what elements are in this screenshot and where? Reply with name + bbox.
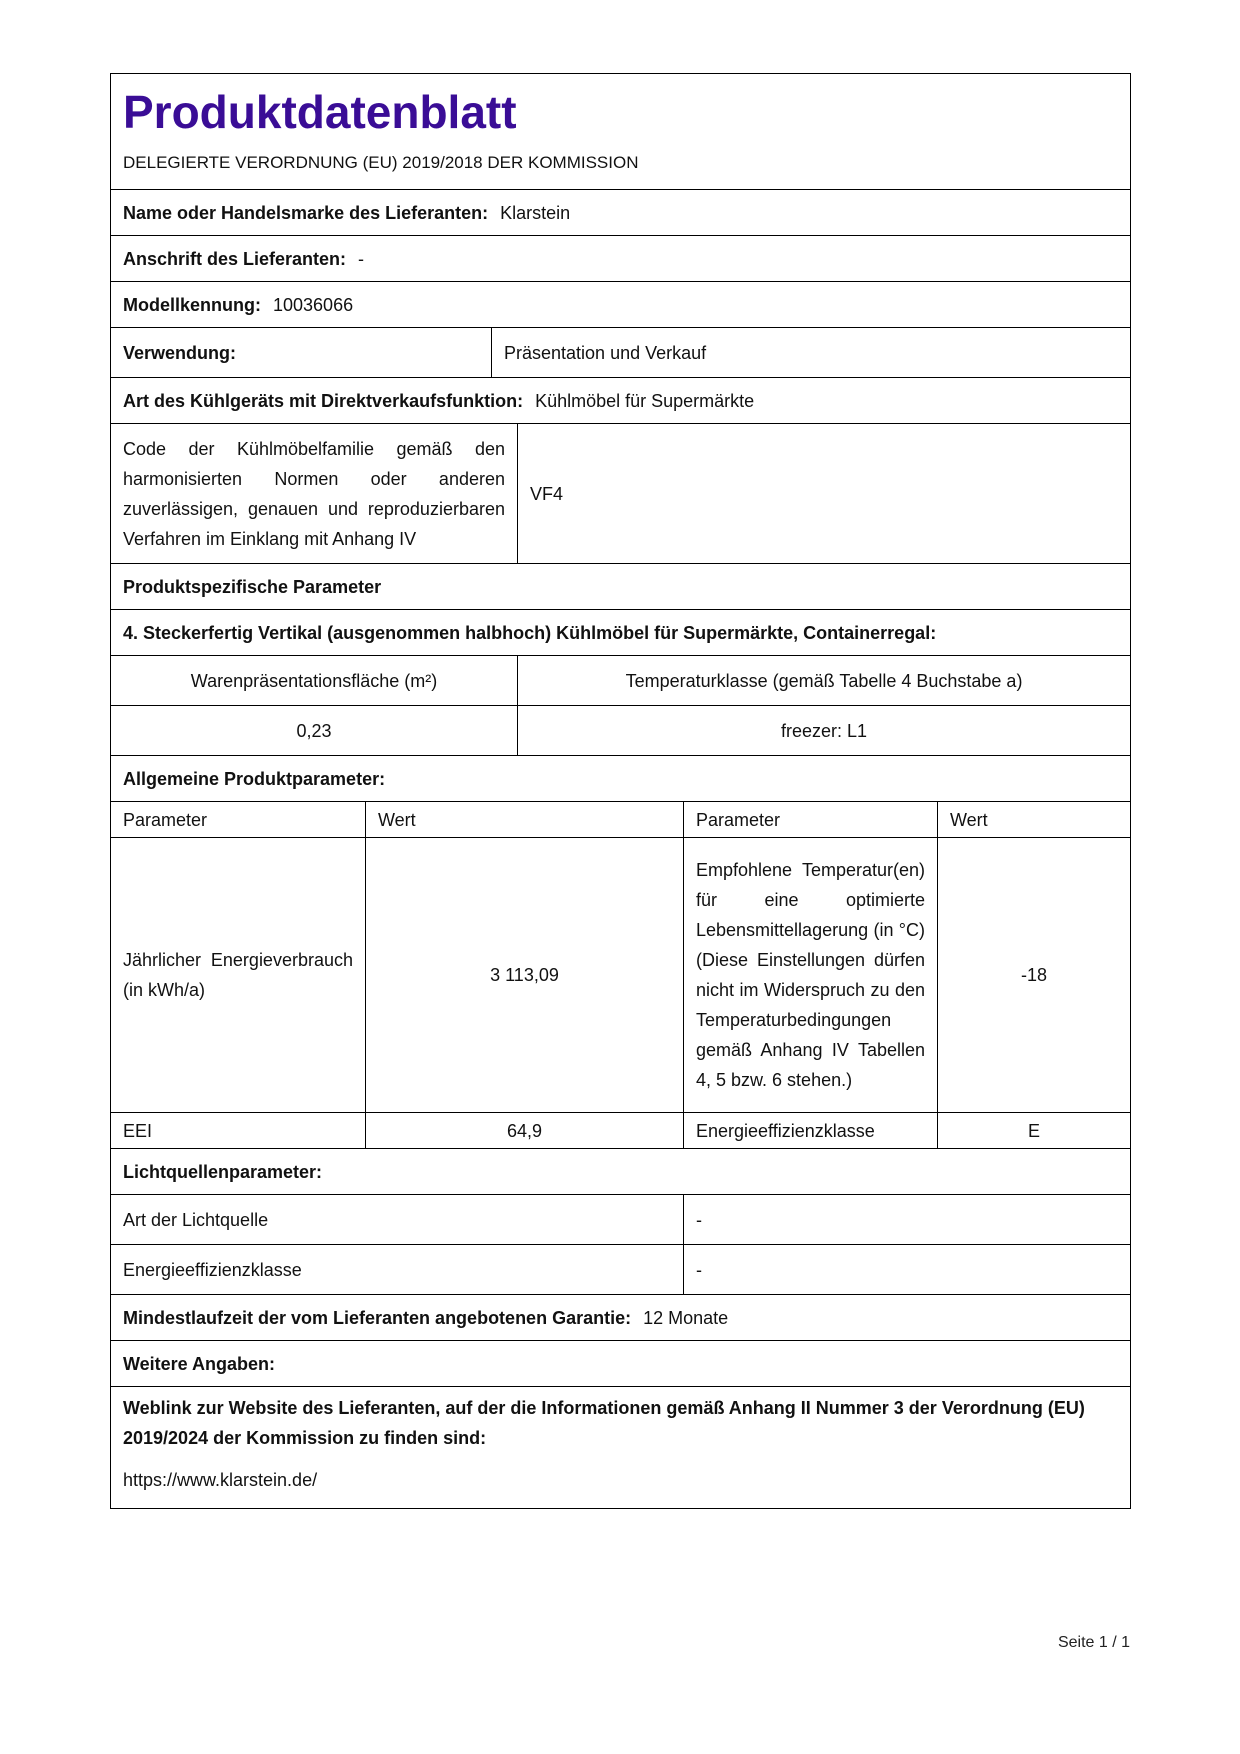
specific-value-row: [111, 705, 1130, 755]
usage-value: Präsentation und Verkauf: [491, 328, 1130, 377]
general-heading-row: [111, 755, 1130, 801]
temp-class-header: Temperaturklasse (gemäß Tabelle 4 Buchstabe a): [517, 656, 1130, 705]
param-header-2: Parameter: [683, 802, 937, 837]
family-code-label: Code der Kühlmöbelfamilie gemäß den harmonisierten Normen oder anderen zuverlässigen, genauen und reproduzierbaren Verfahren im Einklang mit Anhang IV: [123, 438, 505, 549]
weblink-url[interactable]: https://www.klarstein.de/: [123, 1470, 318, 1490]
regulation-subtitle: DELEGIERTE VERORDNUNG (EU) 2019/2018 DER KOMMISSION: [123, 153, 639, 172]
display-area-header: Warenpräsentationsfläche (m²): [190, 670, 438, 691]
weblink-row: [111, 1386, 1130, 1508]
value-header-2: Wert: [937, 802, 1130, 837]
model-value: 10036066: [273, 294, 354, 315]
usage-row: [111, 327, 1130, 377]
usage-label: Verwendung:: [123, 342, 237, 363]
light-type-row: [111, 1194, 1130, 1244]
warranty-row: [111, 1294, 1130, 1340]
warranty-label: Mindestlaufzeit der vom Lieferanten angebotenen Garantie:: [123, 1307, 632, 1328]
specific-heading: Produktspezifische Parameter: [123, 576, 382, 597]
eei-label: EEI: [123, 1120, 153, 1141]
general-header-row: [111, 801, 1130, 837]
value-header-1: Wert: [365, 802, 683, 837]
appliance-type-value: Kühlmöbel für Supermärkte: [535, 390, 755, 411]
appliance-type-label: Art des Kühlgeräts mit Direktverkaufsfunktion:: [123, 390, 524, 411]
light-class-value: -: [683, 1245, 1130, 1294]
category-heading: 4. Steckerfertig Vertikal (ausgenommen halbhoch) Kühlmöbel für Supermärkte, Containerregal:: [123, 622, 937, 643]
display-area-value: 0,23: [296, 720, 332, 741]
page-title: Produktdatenblatt: [123, 86, 517, 138]
supplier-name-row: [111, 189, 1130, 235]
family-code-value: VF4: [517, 424, 1130, 563]
category-row: [111, 609, 1130, 655]
efficiency-class-value: E: [937, 1113, 1130, 1148]
supplier-address-row: [111, 235, 1130, 281]
model-label: Modellkennung:: [123, 294, 261, 315]
title-row: [111, 74, 1130, 189]
product-data-sheet: [110, 73, 1131, 1509]
param-header-1: Parameter: [123, 809, 208, 830]
light-type-value: -: [683, 1195, 1130, 1244]
light-heading: Lichtquellenparameter:: [123, 1161, 323, 1182]
warranty-value: 12 Monate: [643, 1307, 729, 1328]
light-type-label: Art der Lichtquelle: [123, 1209, 269, 1230]
supplier-address-label: Anschrift des Lieferanten:: [123, 248, 347, 269]
efficiency-class-label: Energieeffizienzklasse: [683, 1113, 937, 1148]
temp-class-value: freezer: L1: [517, 706, 1130, 755]
general-heading: Allgemeine Produktparameter:: [123, 768, 386, 789]
weblink-label: Weblink zur Website des Lieferanten, auf der die Informationen gemäß Anhang II Nummer 3 der Verordnung (EU) 2019/2024 der Kommission zu finden sind:: [123, 1398, 1085, 1448]
supplier-name-label: Name oder Handelsmarke des Lieferanten:: [123, 202, 489, 223]
light-heading-row: [111, 1148, 1130, 1194]
light-class-row: [111, 1244, 1130, 1294]
recommended-temp-value: -18: [937, 838, 1130, 1112]
family-code-row: [111, 423, 1130, 563]
page-number: Seite 1 / 1: [1057, 1634, 1130, 1651]
energy-consumption-label: Jährlicher Energieverbrauch (in kWh/a): [123, 950, 353, 1000]
appliance-type-row: [111, 377, 1130, 423]
supplier-address-value: -: [358, 248, 365, 269]
eei-row: [111, 1112, 1130, 1148]
supplier-name-value: Klarstein: [500, 202, 571, 223]
further-heading-row: [111, 1340, 1130, 1386]
specific-header-row: [111, 655, 1130, 705]
light-class-label: Energieeffizienzklasse: [123, 1259, 302, 1280]
model-row: [111, 281, 1130, 327]
eei-value: 64,9: [365, 1113, 683, 1148]
title-block: [111, 74, 651, 189]
weblink-block: [111, 1387, 1130, 1508]
energy-temp-row: [111, 837, 1130, 1112]
energy-consumption-value: 3 113,09: [365, 838, 683, 1112]
specific-heading-row: [111, 563, 1130, 609]
further-heading: Weitere Angaben:: [123, 1353, 276, 1374]
recommended-temp-label: Empfohlene Temperatur(en) für eine optimierte Lebensmittellagerung (in °C) (Diese Einstellungen dürfen nicht im Widerspruch zu den Temperaturbedingungen gemäß Anhang IV Tabellen 4, 5 bzw. 6 stehen.): [683, 838, 937, 1112]
